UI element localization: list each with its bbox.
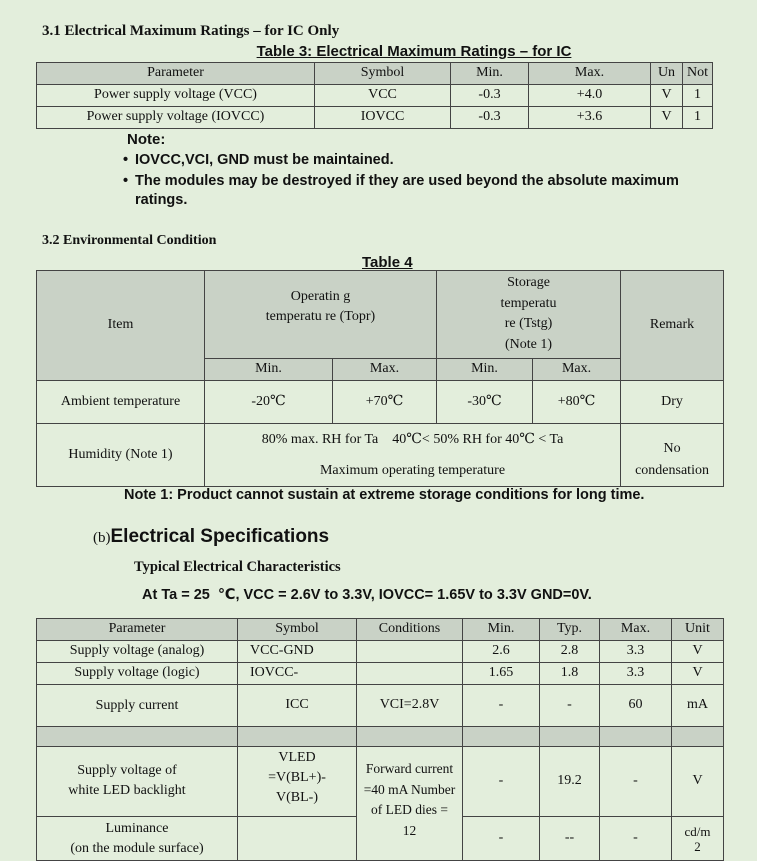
table-header: Symbol — [315, 63, 451, 85]
table-cell: V — [672, 663, 724, 685]
table-cell — [37, 727, 238, 747]
table-row — [37, 85, 713, 107]
led-typ: 19.2 — [540, 747, 600, 817]
lum-max: - — [600, 817, 672, 861]
table-row — [37, 424, 724, 487]
typical-characteristics-heading: Typical Electrical Characteristics — [134, 559, 341, 575]
lum-param — [37, 817, 238, 861]
humidity-line-2: Maximum operating temperature — [319, 463, 506, 479]
table-row — [37, 381, 724, 424]
table-header-item: Item — [37, 271, 205, 381]
led-symbol-line-1: VLED — [278, 750, 316, 765]
table-cell: V — [651, 107, 683, 129]
section-b-heading — [93, 526, 329, 548]
table-cell: +4.0 — [529, 85, 651, 107]
table-cell: Power supply voltage (IOVCC) — [37, 107, 315, 129]
table-cell: 60 — [600, 685, 672, 727]
table-row — [37, 685, 724, 727]
table-3 — [36, 62, 713, 129]
table-header-min: Min. — [437, 359, 533, 381]
lum-typ: -- — [540, 817, 600, 861]
table-header: Conditions — [357, 619, 463, 641]
table-4 — [36, 270, 724, 487]
lum-param-line-2: (on the module surface) — [70, 840, 204, 856]
table-cell — [672, 727, 724, 747]
humidity-remark: No condensation — [621, 424, 724, 487]
table-cell — [357, 727, 463, 747]
table-row — [37, 747, 724, 817]
test-conditions: At Ta = 25 ℃, VCC = 2.6V to 3.3V, IOVCC= 1.65V to 3.3V GND=0V. — [142, 587, 592, 603]
table-cell — [357, 663, 463, 685]
table-cell — [463, 727, 540, 747]
lum-min: - — [463, 817, 540, 861]
note-item: • The modules may be destroyed if they are used beyond the absolute maximum ratings. — [123, 172, 733, 210]
table-header: Not — [683, 63, 713, 85]
lum-param-line-1: Luminance — [105, 820, 169, 836]
table-header-max: Max. — [533, 359, 621, 381]
notes-list — [123, 151, 733, 210]
table-header: Symbol — [238, 619, 357, 641]
table-header-max: Max. — [333, 359, 437, 381]
table-header-storage: Storage temperatu re (Tstg) (Note 1) — [437, 271, 621, 359]
table-header-min: Min. — [205, 359, 333, 381]
table-cell: 1.8 — [540, 663, 600, 685]
table-cell: - — [463, 685, 540, 727]
table-header: Typ. — [540, 619, 600, 641]
table-cell: -0.3 — [451, 107, 529, 129]
ambient-op-min: -20℃ — [205, 381, 333, 424]
section-b-title: Electrical Specifications — [110, 526, 330, 547]
table-cell: 3.3 — [600, 663, 672, 685]
led-param: Supply voltage of white LED backlight — [37, 747, 238, 817]
led-conditions: Forward current =40 mA Number of LED dies = 12 — [357, 747, 463, 861]
table-row — [37, 107, 713, 129]
table-header: Unit — [672, 619, 724, 641]
section-b-prefix: (b) — [93, 530, 111, 546]
note-label: Note: — [127, 131, 166, 148]
table-cell — [357, 641, 463, 663]
led-unit: V — [672, 747, 724, 817]
section-3-1-heading: 3.1 Electrical Maximum Ratings – for IC Only — [42, 23, 340, 39]
led-symbol-line-2: =V(BL+)- — [268, 770, 326, 785]
led-symbol-line-3: V(BL-) — [276, 790, 318, 805]
lum-unit: cd/m2 — [672, 817, 724, 861]
humidity-line-1: 80% max. RH for Ta 40℃< 50% RH for 40℃ < Ta — [261, 432, 564, 447]
section-3-2-heading: 3.2 Environmental Condition — [42, 233, 217, 248]
table-header: Min. — [463, 619, 540, 641]
table-cell: -0.3 — [451, 85, 529, 107]
table-header: Parameter — [37, 619, 238, 641]
table-3-title: Table 3: Electrical Maximum Ratings – for IC — [256, 43, 572, 60]
table-cell — [238, 727, 357, 747]
table-header-operating: Operatin g temperatu re (Topr) — [205, 271, 437, 359]
electrical-spec-table — [36, 618, 724, 861]
table-4-note: Note 1: Product cannot sustain at extreme storage conditions for long time. — [124, 487, 645, 503]
table-cell: Power supply voltage (VCC) — [37, 85, 315, 107]
table-cell: Supply voltage (logic) — [37, 663, 238, 685]
table-cell: 2.6 — [463, 641, 540, 663]
led-min: - — [463, 747, 540, 817]
table-cell: 3.3 — [600, 641, 672, 663]
ambient-remark: Dry — [621, 381, 724, 424]
table-cell: 1 — [683, 107, 713, 129]
table-row — [37, 641, 724, 663]
humidity-label: Humidity (Note 1) — [37, 424, 205, 487]
table-cell: V — [651, 85, 683, 107]
led-symbol — [238, 747, 357, 817]
humidity-values — [205, 424, 621, 487]
table-header-remark: Remark — [621, 271, 724, 381]
table-cell: VCC-GND — [238, 641, 357, 663]
table-cell: mA — [672, 685, 724, 727]
led-max: - — [600, 747, 672, 817]
table-cell — [540, 727, 600, 747]
table-cell: ICC — [238, 685, 357, 727]
table-cell: IOVCC — [315, 107, 451, 129]
table-header: Max. — [600, 619, 672, 641]
table-cell: 1.65 — [463, 663, 540, 685]
table-cell: VCC — [315, 85, 451, 107]
table-header: Parameter — [37, 63, 315, 85]
ambient-st-max: +80℃ — [533, 381, 621, 424]
table-cell: 2.8 — [540, 641, 600, 663]
table-cell: 1 — [683, 85, 713, 107]
table-row-empty — [37, 727, 724, 747]
table-cell: VCI=2.8V — [357, 685, 463, 727]
table-cell: Supply voltage (analog) — [37, 641, 238, 663]
ambient-op-max: +70℃ — [333, 381, 437, 424]
table-row — [37, 663, 724, 685]
table-cell: Supply current — [37, 685, 238, 727]
table-header: Min. — [451, 63, 529, 85]
table-4-title: Table 4 — [362, 254, 413, 271]
table-cell: V — [672, 641, 724, 663]
table-header: Un — [651, 63, 683, 85]
ambient-st-min: -30℃ — [437, 381, 533, 424]
lum-symbol — [238, 817, 357, 861]
ambient-label: Ambient temperature — [37, 381, 205, 424]
note-item: • IOVCC,VCI, GND must be maintained. — [123, 151, 733, 170]
table-cell: - — [540, 685, 600, 727]
table-cell: IOVCC- — [238, 663, 357, 685]
table-header: Max. — [529, 63, 651, 85]
table-cell — [600, 727, 672, 747]
table-cell: +3.6 — [529, 107, 651, 129]
